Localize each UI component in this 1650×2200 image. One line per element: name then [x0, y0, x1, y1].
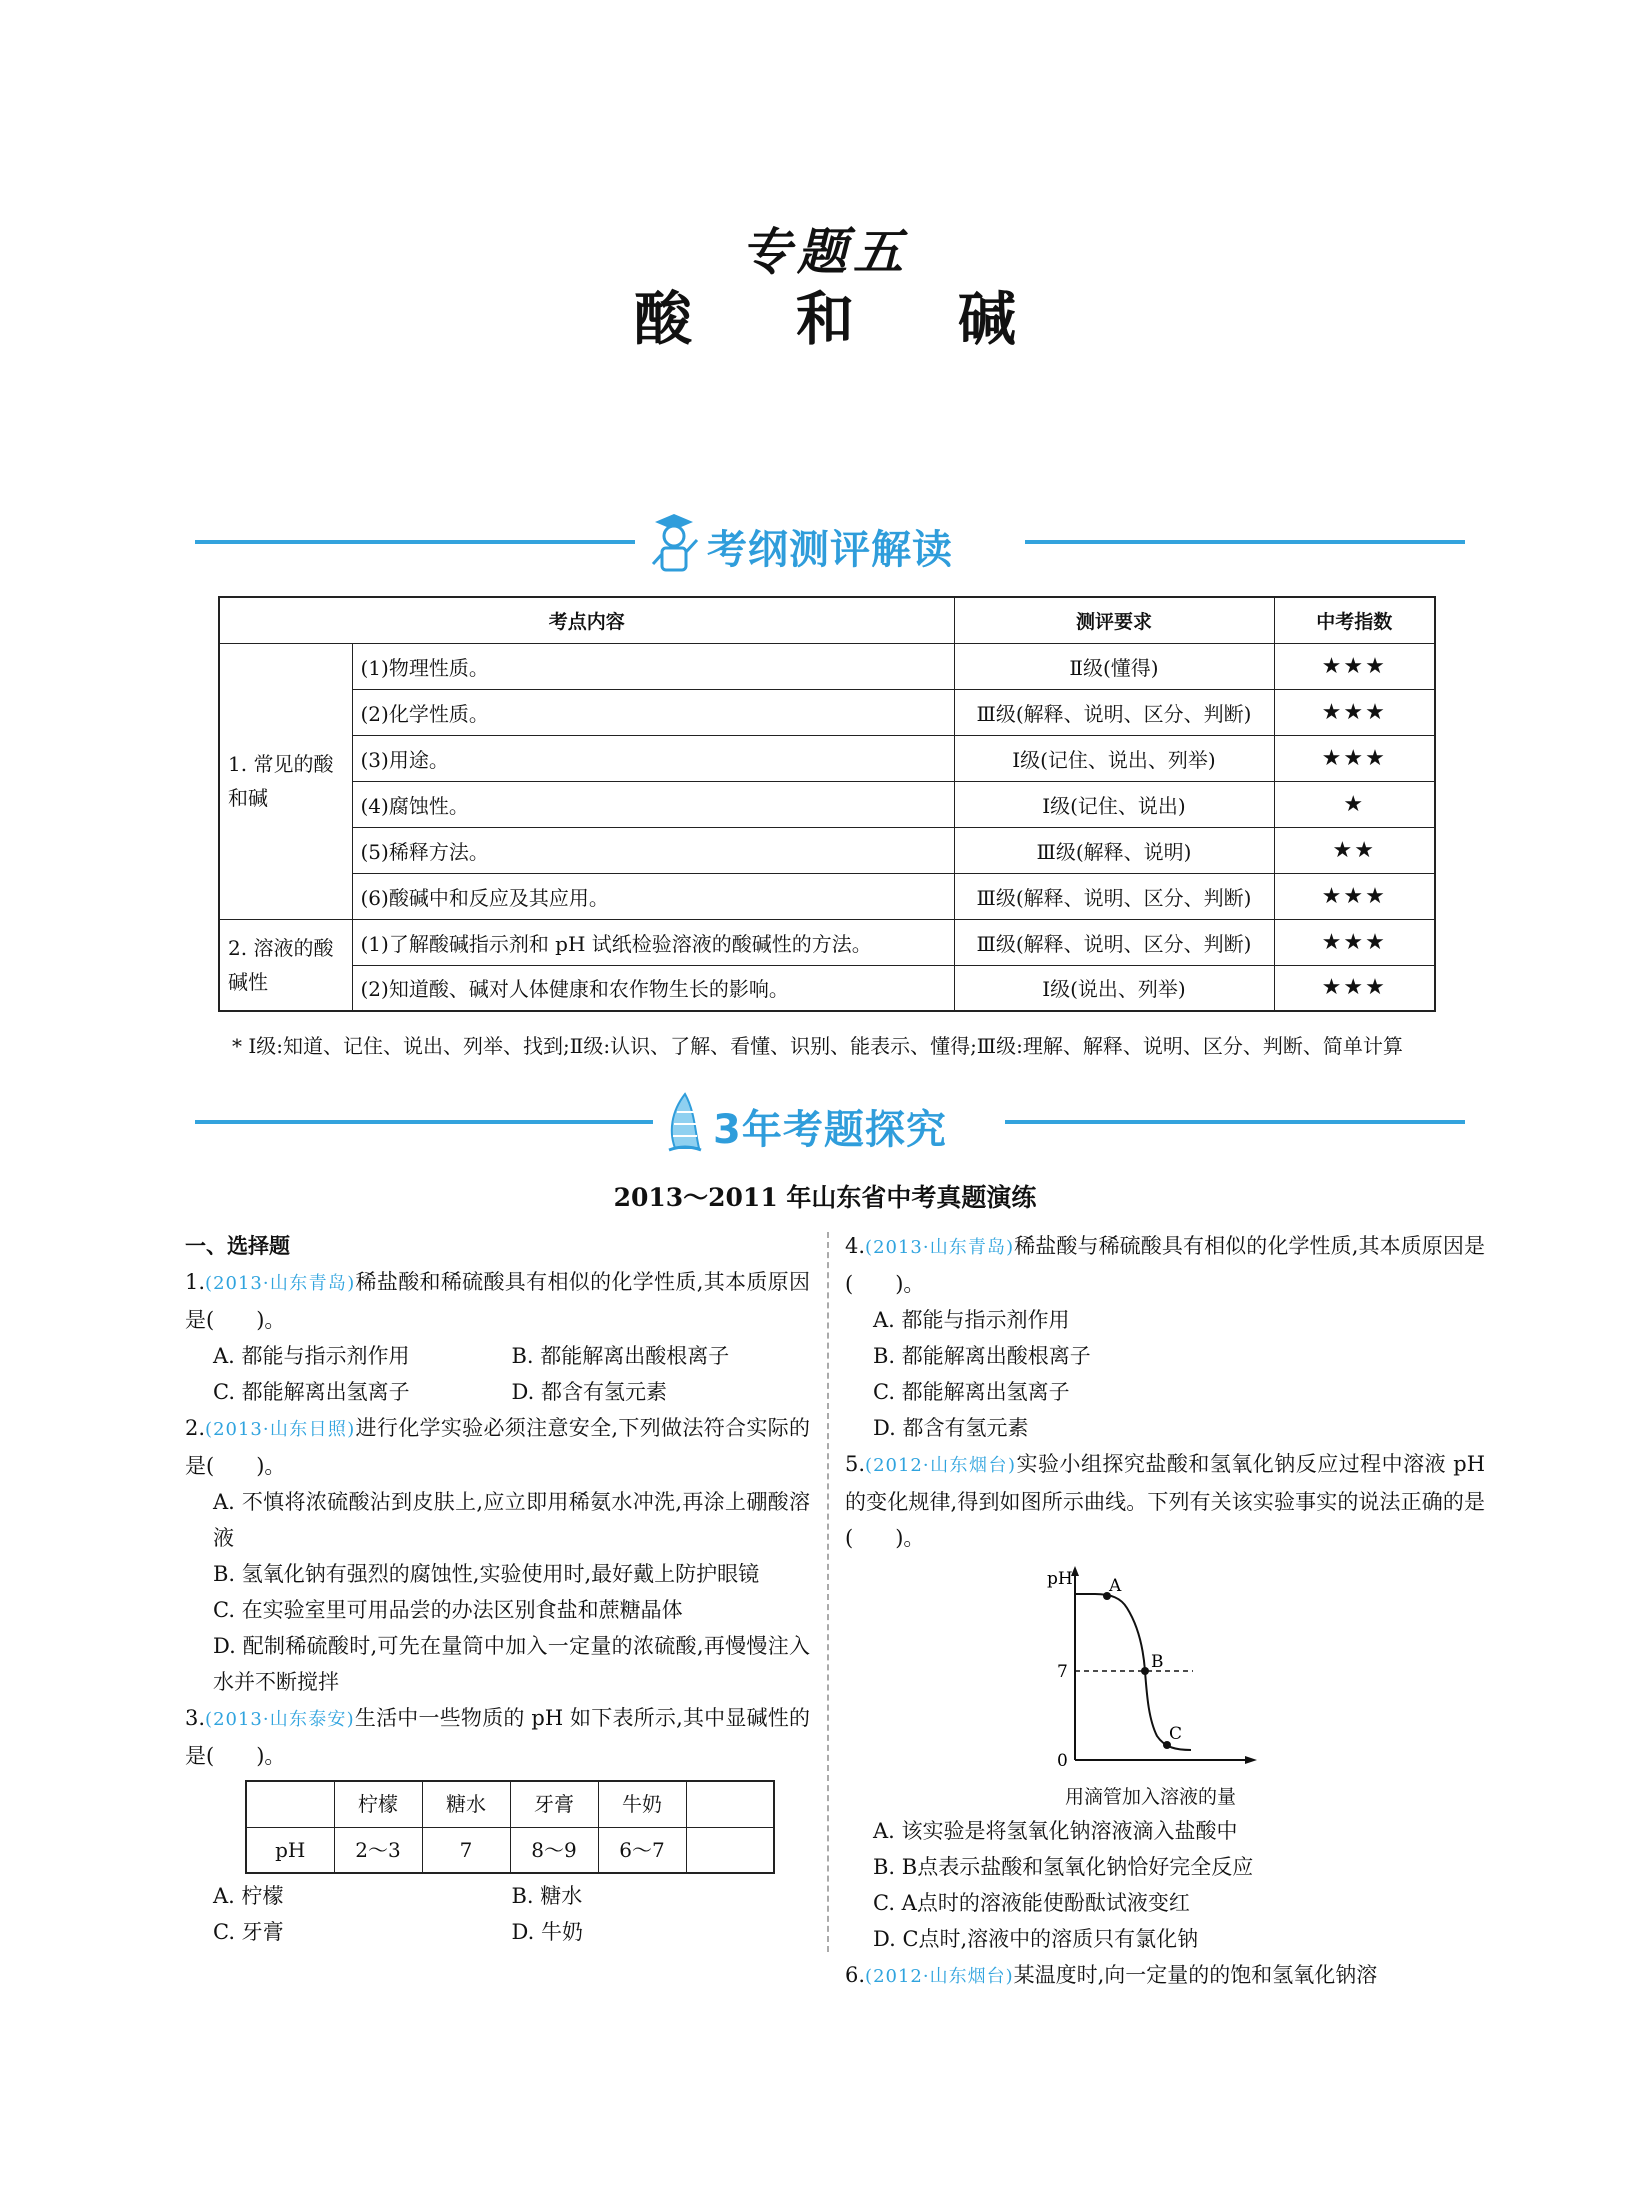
ph-curve-chart [1045, 1564, 1485, 1809]
topic-cell: (4)腐蚀性。 [352, 781, 954, 827]
topic-heading: 专题五 [741, 223, 909, 281]
table-row [219, 735, 1435, 781]
y-tick-label: 7 [1057, 1662, 1068, 1682]
group-label: 1. 常见的酸和碱 [219, 643, 352, 919]
table-cell [686, 1781, 774, 1827]
topic-cell: (2)知道酸、碱对人体健康和农作物生长的影响。 [352, 965, 954, 1011]
question-number: 3. [185, 1706, 206, 1730]
option-d: D. 配制稀硫酸时,可先在量筒中加入一定量的浓硫酸,再慢慢注入水并不断搅拌 [213, 1634, 810, 1694]
banner-title: 3年考题探究 [713, 1107, 947, 1153]
option-d: D. 牛奶 [511, 1920, 583, 1944]
option-a: A. 柠檬 [213, 1884, 284, 1908]
option-d: D. 都含有氢元素 [873, 1416, 1029, 1440]
banner-rule-right [1025, 540, 1465, 544]
question-number: 6. [845, 1963, 866, 1987]
table-row [246, 1781, 774, 1827]
question-source: (2013·山东青岛) [865, 1237, 1015, 1258]
table-row [219, 781, 1435, 827]
column-header: 考点内容 [219, 597, 954, 643]
stars-cell: ★ [1274, 781, 1435, 827]
point-label: C [1169, 1724, 1183, 1744]
section-banner-exams [195, 1092, 1465, 1152]
option-b: B. 糖水 [511, 1884, 583, 1908]
section-banner-syllabus [195, 512, 1465, 572]
sail-icon [665, 1092, 705, 1158]
option-row [185, 1374, 810, 1410]
option-a: A. 该实验是将氢氧化钠溶液滴入盐酸中 [873, 1819, 1238, 1843]
question-source: (2013·山东青岛) [205, 1273, 356, 1294]
level-cell: Ⅰ级(记住、说出) [954, 781, 1274, 827]
topic-cell: (3)用途。 [352, 735, 954, 781]
stars-cell: ★★★ [1274, 965, 1435, 1011]
option-b: B. 氢氧化钠有强烈的腐蚀性,实验使用时,最好戴上防护眼镜 [213, 1562, 760, 1586]
question-2 [185, 1410, 810, 1484]
banner-rule-left [195, 1120, 653, 1124]
level-cell: Ⅱ级(懂得) [954, 643, 1274, 689]
option-c: C. 在实验室里可用品尝的办法区别食盐和蔗糖晶体 [213, 1598, 683, 1622]
table-row [219, 965, 1435, 1011]
banner-rule-right [1005, 1120, 1465, 1124]
question-stem: 稀盐酸与稀硫酸具有相似的化学性质,其本质原因是( )。 [845, 1234, 1485, 1296]
title-char: 和 [795, 285, 854, 353]
table-row [219, 689, 1435, 735]
level-cell: Ⅰ级(说出、列举) [954, 965, 1274, 1011]
x-axis-arrow [1245, 1756, 1257, 1764]
table-header-row [219, 597, 1435, 643]
level-cell: Ⅲ级(解释、说明、区分、判断) [954, 689, 1274, 735]
ph-table [245, 1780, 775, 1874]
topic-cell: (6)酸碱中和反应及其应用。 [352, 873, 954, 919]
question-number: 2. [185, 1416, 206, 1440]
question-stem: 进行化学实验必须注意安全,下列做法符合实际的是( )。 [185, 1416, 810, 1478]
banner-rule-left [195, 540, 635, 544]
question-stem: 生活中一些物质的 pH 如下表所示,其中显碱性的是( )。 [185, 1706, 811, 1768]
y-axis-label: pH [1047, 1569, 1073, 1589]
table-cell: 牙膏 [510, 1781, 598, 1827]
option-b: B. 都能解离出酸根离子 [511, 1344, 730, 1368]
table-cell: 8～9 [510, 1827, 598, 1873]
stars-cell: ★★ [1274, 827, 1435, 873]
title-char: 碱 [958, 285, 1017, 353]
level-cell: Ⅰ级(记住、说出、列举) [954, 735, 1274, 781]
topic-cell: (2)化学性质。 [352, 689, 954, 735]
table-cell: 2～3 [334, 1827, 422, 1873]
y-tick-label: 0 [1057, 1751, 1068, 1771]
topic-cell: (1)物理性质。 [352, 643, 954, 689]
table-row [219, 873, 1435, 919]
option-b: B. 都能解离出酸根离子 [873, 1344, 1091, 1368]
question-4 [845, 1228, 1485, 1302]
exam-title: 2013～2011 年山东省中考真题演练 [613, 1183, 1037, 1212]
option-b: B. B点表示盐酸和氢氧化钠恰好完全反应 [873, 1855, 1254, 1879]
question-5 [845, 1446, 1485, 1556]
table-row [219, 919, 1435, 965]
stars-cell: ★★★ [1274, 919, 1435, 965]
table-row [246, 1827, 774, 1873]
option-c: C. 都能解离出氢离子 [213, 1380, 410, 1404]
question-stem: 某温度时,向一定量的的饱和氢氧化钠溶 [1013, 1963, 1378, 1987]
point-label: A [1109, 1576, 1122, 1596]
level-cell: Ⅲ级(解释、说明) [954, 827, 1274, 873]
data-point [1141, 1667, 1149, 1675]
group-label: 2. 溶液的酸碱性 [219, 919, 352, 1011]
question-stem: 实验小组探究盐酸和氢氧化钠反应过程中溶液 pH 的变化规律,得到如图所示曲线。下列有关该实验事实的说法正确的是( )。 [845, 1452, 1486, 1550]
topic-cell: (1)了解酸碱指示剂和 pH 试纸检验溶液的酸碱性的方法。 [352, 919, 954, 965]
left-column [185, 1228, 810, 1950]
option-row [185, 1914, 810, 1950]
point-label: B [1151, 1652, 1164, 1672]
stars-cell: ★★★ [1274, 689, 1435, 735]
table-cell: 6～7 [598, 1827, 686, 1873]
level-cell: Ⅲ级(解释、说明、区分、判断) [954, 919, 1274, 965]
question-source: (2012·山东烟台) [865, 1455, 1017, 1476]
table-row [219, 643, 1435, 689]
question-6 [845, 1957, 1485, 1995]
stars-cell: ★★★ [1274, 735, 1435, 781]
table-cell: 柠檬 [334, 1781, 422, 1827]
option-c: C. 牙膏 [213, 1920, 284, 1944]
stars-cell: ★★★ [1274, 643, 1435, 689]
stars-cell: ★★★ [1274, 873, 1435, 919]
option-d: D. 都含有氢元素 [511, 1380, 667, 1404]
table-cell [246, 1781, 334, 1827]
table-cell: 牛奶 [598, 1781, 686, 1827]
option-a: A. 都能与指示剂作用 [873, 1308, 1070, 1332]
table-cell: 糖水 [422, 1781, 510, 1827]
section-heading: 一、选择题 [185, 1234, 290, 1258]
option-row [185, 1878, 810, 1914]
teacher-icon [647, 512, 701, 578]
page-title [0, 272, 1650, 356]
question-3 [185, 1700, 810, 1774]
table-cell [686, 1827, 774, 1873]
requirements-table [218, 596, 1436, 1012]
option-c: C. A点时的溶液能使酚酞试液变红 [873, 1891, 1190, 1915]
question-number: 4. [845, 1234, 866, 1258]
column-divider [827, 1232, 829, 1952]
column-header: 测评要求 [954, 597, 1274, 643]
question-stem: 稀盐酸和稀硫酸具有相似的化学性质,其本质原因是( )。 [185, 1270, 810, 1332]
right-column [845, 1228, 1485, 1995]
table-cell: pH [246, 1827, 334, 1873]
option-a: A. 不慎将浓硫酸沾到皮肤上,应立即用稀氨水冲洗,再涂上硼酸溶液 [213, 1490, 810, 1550]
table-cell: 7 [422, 1827, 510, 1873]
column-header: 中考指数 [1274, 597, 1435, 643]
question-source: (2013·山东日照) [205, 1419, 356, 1440]
ph-curve-svg [1045, 1564, 1265, 1774]
topic-cell: (5)稀释方法。 [352, 827, 954, 873]
option-row [185, 1338, 810, 1374]
question-source: (2013·山东泰安) [205, 1709, 355, 1730]
banner-title: 考纲测评解读 [707, 527, 953, 573]
x-axis-label: 用滴管加入溶液的量 [1065, 1786, 1237, 1808]
footnote: * Ⅰ级:知道、记住、说出、列举、找到;Ⅱ级:认识、了解、看懂、识别、能表示、懂得;Ⅲ级:理解、解释、说明、区分、判断、简单计算 [232, 1034, 1403, 1058]
title-char: 酸 [633, 285, 692, 353]
question-1 [185, 1264, 810, 1338]
option-c: C. 都能解离出氢离子 [873, 1380, 1070, 1404]
question-number: 1. [185, 1270, 206, 1294]
option-d: D. C点时,溶液中的溶质只有氯化钠 [873, 1927, 1199, 1951]
table-row [219, 827, 1435, 873]
option-a: A. 都能与指示剂作用 [213, 1344, 410, 1368]
level-cell: Ⅲ级(解释、说明、区分、判断) [954, 873, 1274, 919]
question-source: (2012·山东烟台) [865, 1966, 1014, 1987]
question-number: 5. [845, 1452, 866, 1476]
